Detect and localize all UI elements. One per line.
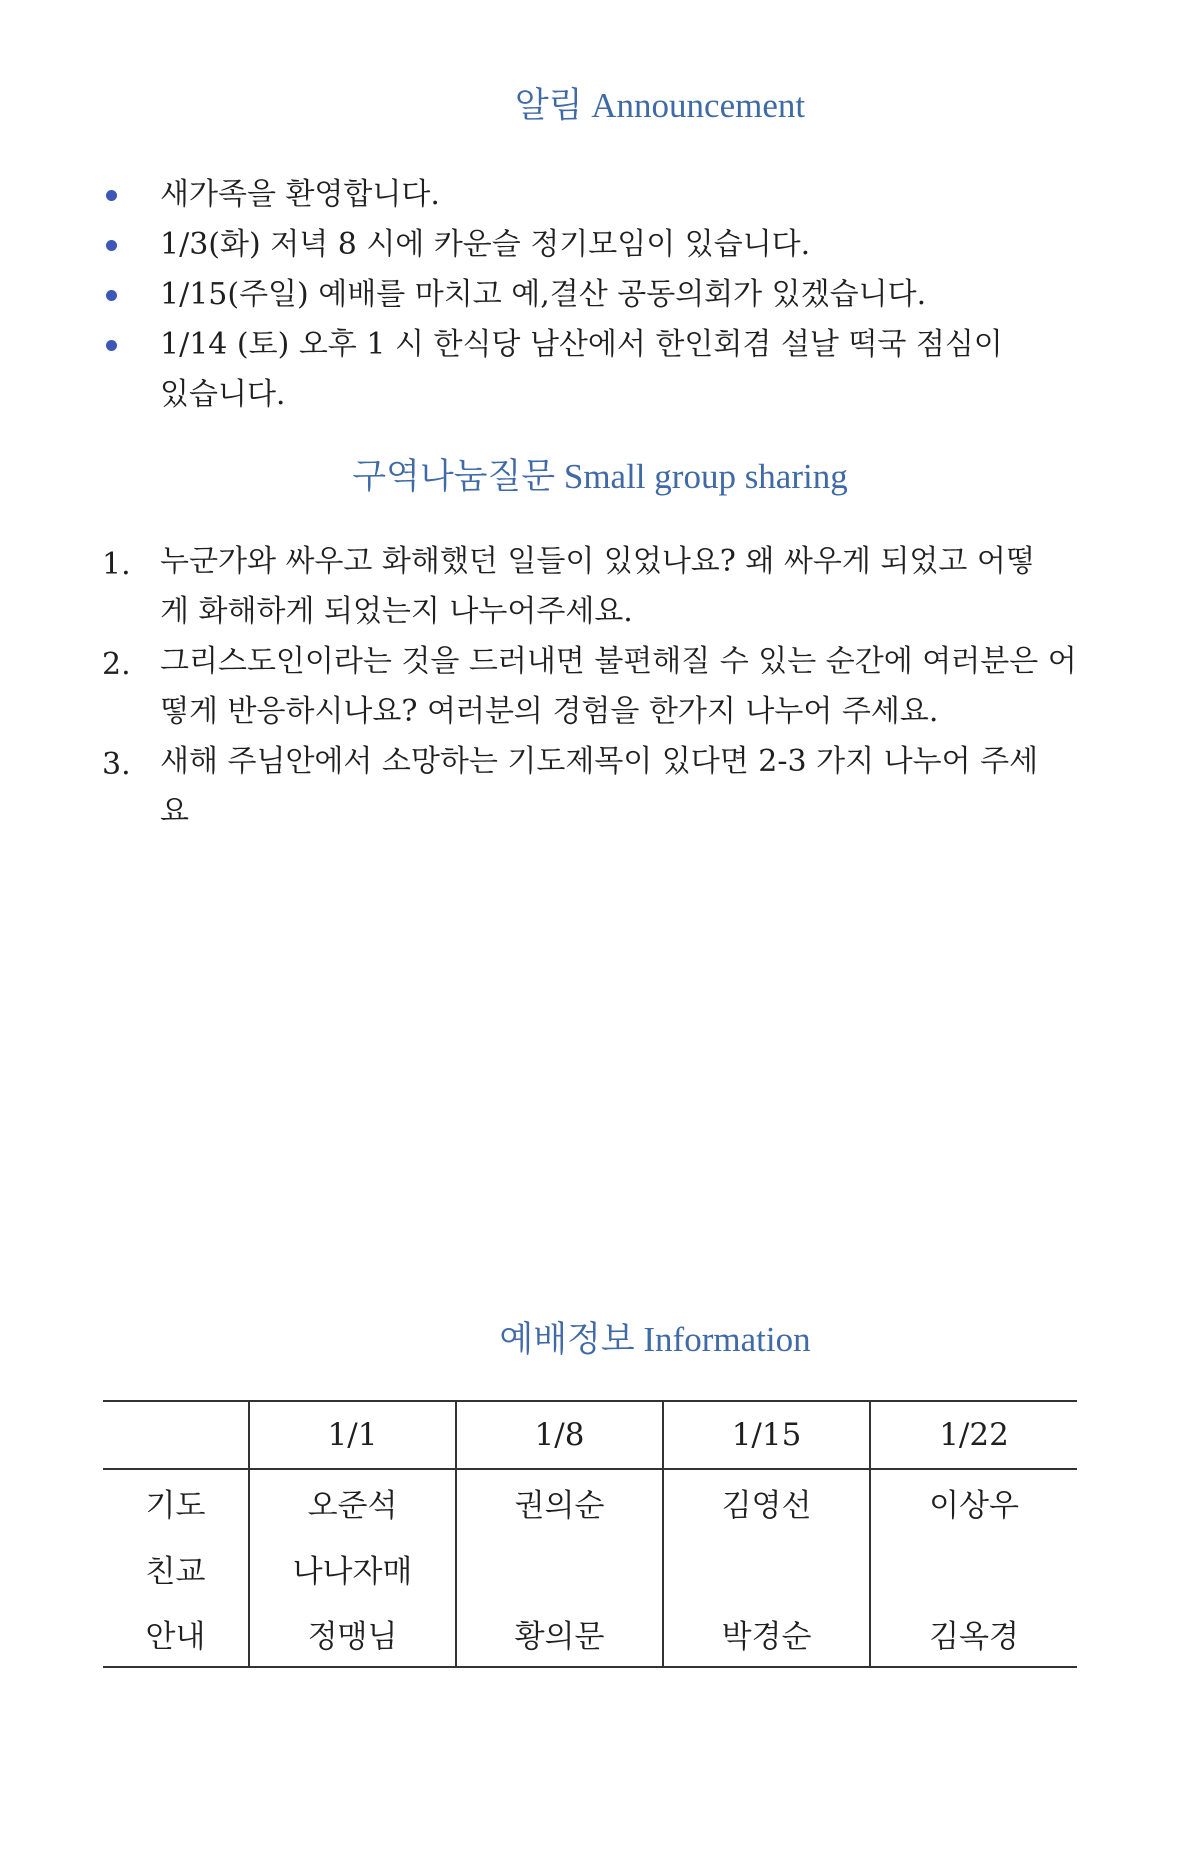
table-cell [663,1535,870,1601]
information-heading: 예배정보 Information [499,1320,811,1359]
table-row [103,1469,1077,1535]
row-label: 안내 [145,1619,206,1655]
announcement-text: 새가족을 환영합니다. [160,177,440,212]
announcement-text: 1/3(화) 저녁 8 시에 카운슬 정기모임이 있습니다. [160,227,811,262]
table-cell: 김옥경 [870,1601,1077,1667]
list-item [102,537,1102,637]
announcement-heading: 알림 Announcement [514,86,806,125]
table-cell: 황의문 [456,1601,663,1667]
sharing-heading: 구역나눔질문 Small group sharing [352,457,848,496]
list-item [102,320,1062,420]
table-cell: 박경순 [663,1601,870,1667]
column-header: 1/22 [870,1401,1077,1469]
table-cell: 오준석 [249,1469,456,1535]
sharing-list [102,537,1102,837]
announcement-text: 1/15(주일) 예배를 마치고 예,결산 공동의회가 있겠습니다. [160,277,927,312]
table-cell: 이상우 [870,1469,1077,1535]
table-cell: 나나자매 [249,1535,456,1601]
column-header: 1/15 [663,1401,870,1469]
table-cell: 권의순 [456,1469,663,1535]
item-number: 2. [102,647,131,682]
list-item [102,270,1062,320]
worship-info-table [103,1400,1077,1668]
list-item [102,170,1062,220]
table-cell [456,1535,663,1601]
question-text: 새해 주님안에서 소망하는 기도제목이 있다면 2-3 가지 나누어 주세요 [160,744,1039,829]
table-cell: 김영선 [663,1469,870,1535]
bullet-icon [106,240,117,251]
question-text: 누군가와 싸우고 화해했던 일들이 있었나요? 왜 싸우게 되었고 어떻게 화해하게 되었는지 나누어주세요. [160,544,1035,629]
item-number: 3. [102,747,131,782]
column-header: 1/8 [456,1401,663,1469]
table-cell: 정맹님 [249,1601,456,1667]
bullet-icon [106,340,117,351]
row-label: 친교 [145,1553,206,1590]
list-item [102,637,1102,737]
table-header-row [103,1401,1077,1469]
column-header: 1/1 [249,1401,456,1469]
table-cell [870,1535,1077,1601]
bullet-icon [106,190,117,201]
bullet-icon [106,290,117,301]
list-item [102,220,1062,270]
item-number: 1. [102,547,131,582]
table-row [103,1601,1077,1667]
announcement-text: 1/14 (토) 오후 1 시 한식당 남산에서 한인회겸 설날 떡국 점심이 있습니다. [160,327,1003,412]
table-row [103,1535,1077,1601]
list-item [102,737,1102,837]
column-header [103,1401,249,1469]
row-label: 기도 [145,1488,206,1524]
question-text: 그리스도인이라는 것을 드러내면 불편해질 수 있는 순간에 여러분은 어떻게 반응하시나요? 여러분의 경험을 한가지 나누어 주세요. [160,644,1077,729]
announcement-list [102,170,1062,420]
